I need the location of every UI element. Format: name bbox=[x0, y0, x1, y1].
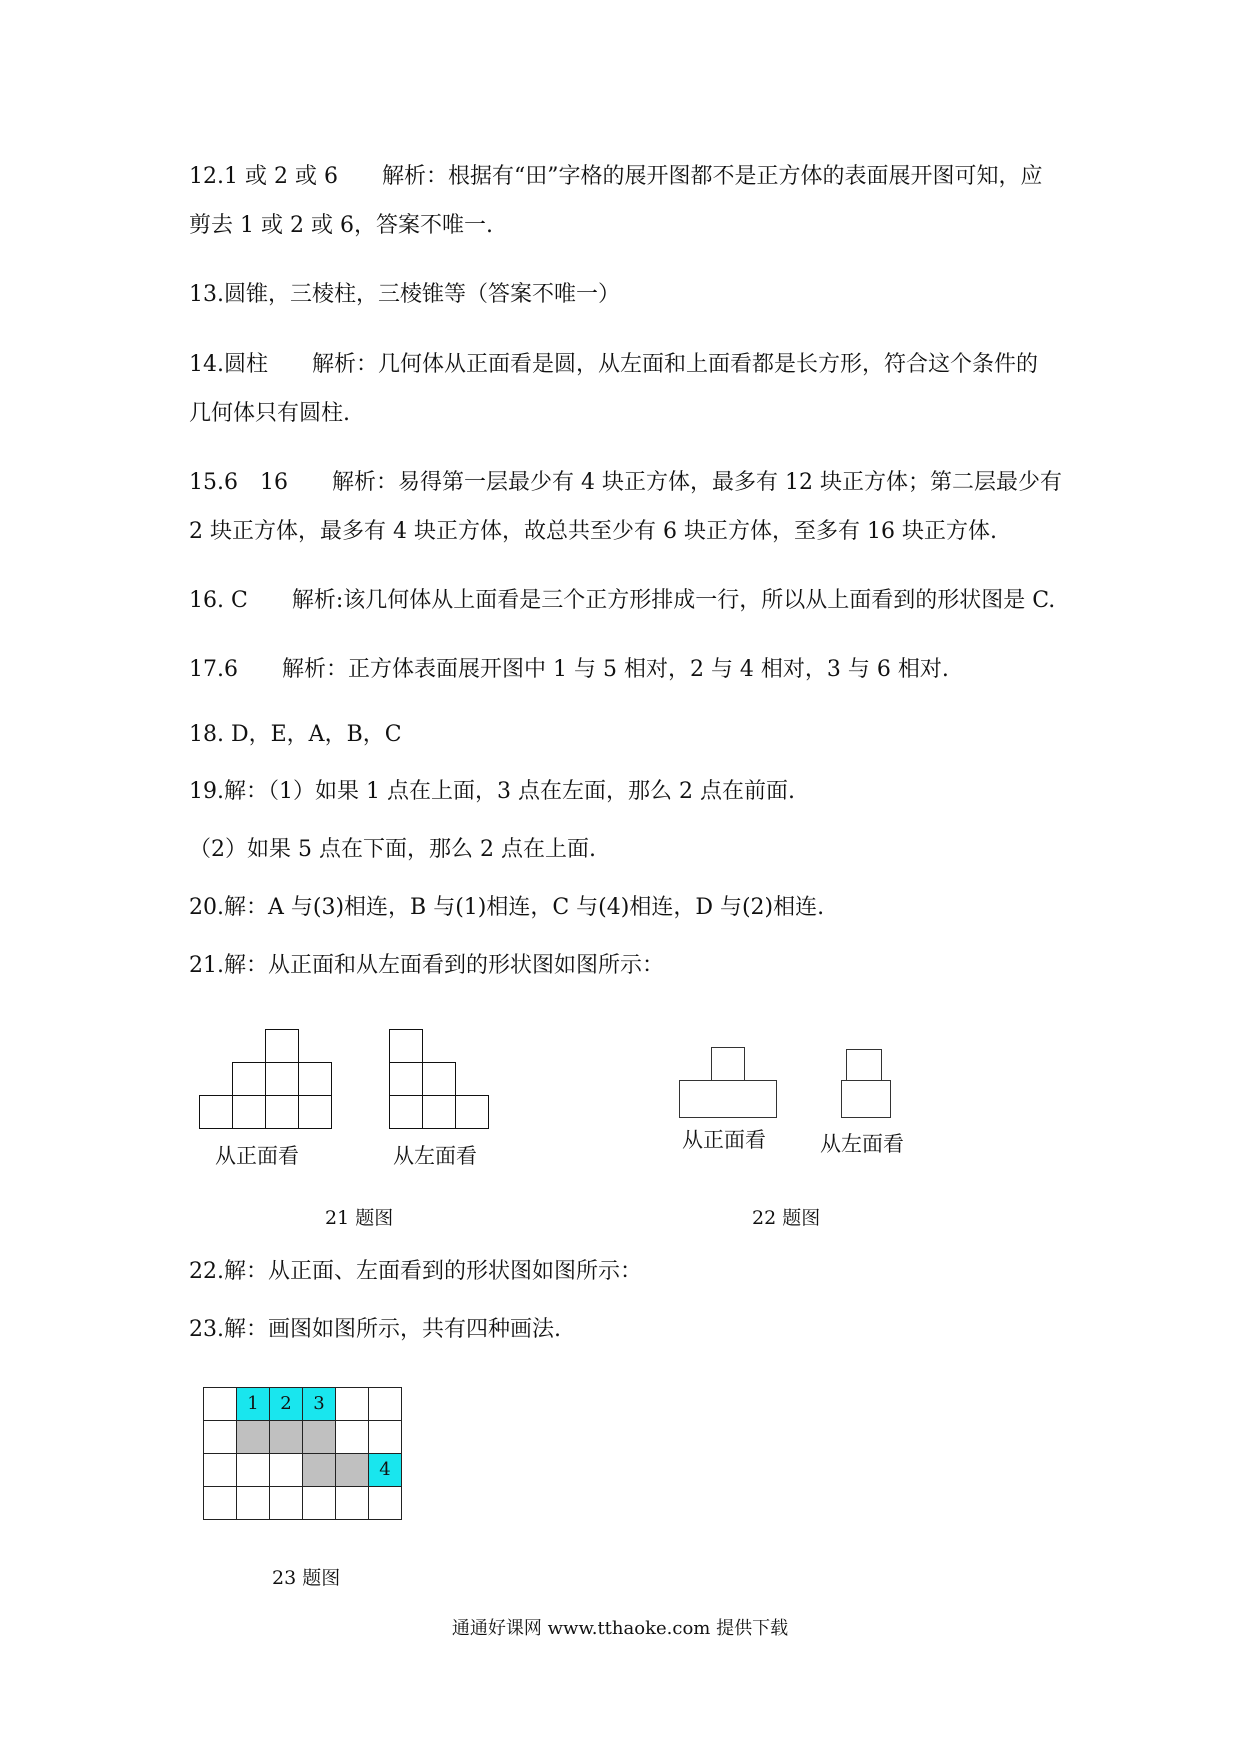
fig23-grid-cell bbox=[302, 1420, 336, 1454]
answer-19-part-1: 19.解：（1）如果 1 点在上面，3 点在左面，那么 2 点在前面. bbox=[189, 779, 795, 804]
answer-13: 13.圆锥，三棱柱，三棱锥等（答案不唯一） bbox=[189, 282, 620, 307]
fig23-grid-cell bbox=[203, 1486, 237, 1520]
fig21-left-cell bbox=[389, 1095, 423, 1129]
answer-20: 20.解：A 与(3)相连，B 与(1)相连，C 与(4)相连，D 与(2)相连. bbox=[189, 895, 825, 920]
answer-12-line-2: 剪去 1 或 2 或 6，答案不唯一. bbox=[189, 213, 493, 238]
fig23-grid-cell bbox=[302, 1486, 336, 1520]
fig23-grid-cell bbox=[368, 1486, 402, 1520]
answer-18: 18. D，E，A，B，C bbox=[189, 722, 402, 747]
fig21-front-cell bbox=[265, 1095, 299, 1129]
fig23-cell-number: 4 bbox=[379, 1459, 391, 1480]
fig21-left-cell bbox=[455, 1095, 489, 1129]
fig23-grid-cell bbox=[236, 1486, 270, 1520]
fig21-left-cell bbox=[422, 1062, 456, 1096]
fig21-front-cell bbox=[265, 1029, 299, 1063]
fig23-grid-cell bbox=[335, 1453, 369, 1487]
fig23-grid-cell bbox=[203, 1387, 237, 1421]
fig23-grid-cell bbox=[269, 1387, 303, 1421]
fig23-grid-cell bbox=[236, 1453, 270, 1487]
fig23-grid-cell bbox=[236, 1387, 270, 1421]
fig23-cell-number: 2 bbox=[280, 1393, 292, 1414]
fig23-grid-cell bbox=[335, 1486, 369, 1520]
fig23-grid-cell bbox=[269, 1453, 303, 1487]
answer-19-part-2: （2）如果 5 点在下面，那么 2 点在上面. bbox=[189, 837, 596, 862]
fig23-grid-cell bbox=[269, 1420, 303, 1454]
fig23-grid-cell bbox=[335, 1387, 369, 1421]
answer-22: 22.解：从正面、左面看到的形状图如图所示： bbox=[189, 1259, 642, 1284]
fig23-grid-cell bbox=[368, 1387, 402, 1421]
fig21-caption: 21 题图 bbox=[325, 1207, 394, 1229]
fig21-front-label: 从正面看 bbox=[215, 1144, 299, 1168]
fig23-grid-cell bbox=[269, 1486, 303, 1520]
fig21-left-cell bbox=[389, 1062, 423, 1096]
page-footer: 通通好课网 www.tthaoke.com 提供下载 bbox=[451, 1618, 789, 1639]
answer-15-line-1: 15.6 16 解析：易得第一层最少有 4 块正方体，最多有 12 块正方体；第二层最少有 bbox=[189, 470, 1062, 495]
fig23-caption: 23 题图 bbox=[272, 1567, 341, 1589]
answer-17: 17.6 解析：正方体表面展开图中 1 与 5 相对，2 与 4 相对，3 与 6 相对. bbox=[189, 657, 949, 682]
fig21-front-cell bbox=[232, 1095, 266, 1129]
fig22-front-top-block bbox=[711, 1047, 745, 1081]
fig23-grid-cell bbox=[368, 1420, 402, 1454]
answer-12-line-1: 12.1 或 2 或 6 解析：根据有“田”字格的展开图都不是正方体的表面展开图可知，应 bbox=[189, 164, 1043, 189]
fig23-grid-cell bbox=[302, 1453, 336, 1487]
fig21-front-cell bbox=[298, 1062, 332, 1096]
fig21-front-cell bbox=[232, 1062, 266, 1096]
fig22-front-label: 从正面看 bbox=[682, 1128, 766, 1152]
answer-14-line-2: 几何体只有圆柱. bbox=[189, 401, 350, 426]
fig23-cell-number: 3 bbox=[313, 1393, 325, 1414]
fig22-left-base-block bbox=[841, 1080, 891, 1118]
fig21-front-cell bbox=[265, 1062, 299, 1096]
fig21-front-cell bbox=[199, 1095, 233, 1129]
fig23-grid-cell bbox=[335, 1420, 369, 1454]
fig23-grid-cell bbox=[236, 1420, 270, 1454]
fig21-left-label: 从左面看 bbox=[393, 1144, 477, 1168]
fig23-grid-cell bbox=[302, 1387, 336, 1421]
answer-14-line-1: 14.圆柱 解析：几何体从正面看是圆，从左面和上面看都是长方形，符合这个条件的 bbox=[189, 352, 1038, 377]
answer-15-line-2: 2 块正方体，最多有 4 块正方体，故总共至少有 6 块正方体，至多有 16 块正方体. bbox=[189, 519, 997, 544]
fig23-grid-cell bbox=[203, 1453, 237, 1487]
fig22-caption: 22 题图 bbox=[752, 1207, 821, 1229]
fig23-cell-number: 1 bbox=[247, 1393, 259, 1414]
fig21-left-cell bbox=[389, 1029, 423, 1063]
fig21-left-cell bbox=[422, 1095, 456, 1129]
fig22-left-top-block bbox=[846, 1049, 882, 1081]
answer-16: 16. C 解析:该几何体从上面看是三个正方形排成一行，所以从上面看到的形状图是 C. bbox=[189, 588, 1056, 613]
fig23-grid-cell bbox=[203, 1420, 237, 1454]
answer-21: 21.解：从正面和从左面看到的形状图如图所示： bbox=[189, 953, 664, 978]
fig22-front-base-block bbox=[679, 1080, 777, 1118]
answer-23: 23.解：画图如图所示，共有四种画法. bbox=[189, 1317, 561, 1342]
fig21-front-cell bbox=[298, 1095, 332, 1129]
fig22-left-label: 从左面看 bbox=[820, 1132, 904, 1156]
fig23-grid-cell bbox=[368, 1453, 402, 1487]
